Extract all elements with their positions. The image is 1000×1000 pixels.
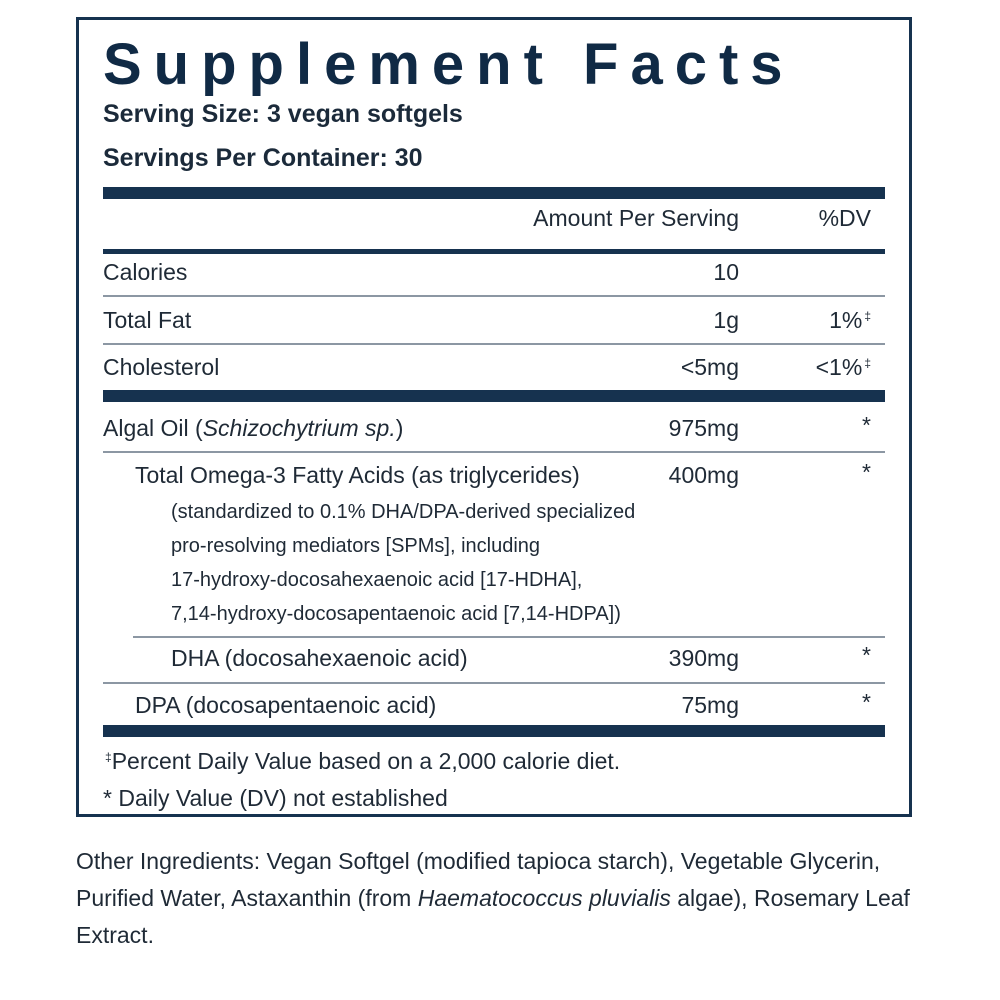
row-dpa-label: DPA (docosapentaenoic acid): [135, 692, 437, 718]
double-dagger-mark: ‡: [864, 356, 871, 370]
omega3-detail-line: 17-hydroxy-docosahexaenoic acid [17-HDHA],: [171, 569, 583, 591]
omega3-detail-line: (standardized to 0.1% DHA/DPA-derived specialized: [171, 501, 636, 523]
header-amount: Amount Per Serving: [533, 205, 739, 231]
divider: [133, 636, 885, 638]
divider: [103, 451, 885, 453]
supplement-facts-panel: [76, 17, 912, 817]
row-dha-amount: 390mg: [668, 645, 739, 671]
thick-divider-top: [103, 187, 885, 199]
row-algal-oil-amount: 975mg: [668, 415, 739, 441]
row-omega3-amount: 400mg: [668, 462, 739, 488]
row-calories-label: Calories: [103, 259, 188, 285]
row-total-fat-label: Total Fat: [103, 307, 192, 333]
row-omega3-label: Total Omega-3 Fatty Acids (as triglycerides): [135, 462, 580, 488]
row-dha-dv: *: [862, 642, 871, 668]
panel-title: Supplement Facts: [103, 32, 795, 97]
species-name: Haematococcus pluvialis: [417, 885, 671, 911]
row-dha-label: DHA (docosahexaenoic acid): [171, 645, 468, 671]
row-omega3-dv: *: [862, 459, 871, 485]
row-algal-oil-dv: *: [862, 412, 871, 438]
row-dpa-dv: *: [862, 689, 871, 715]
species-name: Schizochytrium sp.: [202, 415, 396, 441]
row-cholesterol-label: Cholesterol: [103, 354, 220, 380]
serving-size: Serving Size: 3 vegan softgels: [103, 100, 463, 128]
omega3-detail-line: 7,14-hydroxy-docosapentaenoic acid [7,14-HDPA]): [171, 603, 621, 625]
row-cholesterol-amount: <5mg: [680, 354, 739, 380]
thick-divider-middle: [103, 390, 885, 402]
footnote-percent-dv: ‡Percent Daily Value based on a 2,000 calorie diet.: [105, 748, 621, 774]
row-dpa-amount: 75mg: [681, 692, 739, 718]
row-algal-oil-label: Algal Oil (Schizochytrium sp.): [103, 415, 404, 441]
row-total-fat-amount: 1g: [713, 307, 739, 333]
divider: [103, 682, 885, 684]
row-calories-amount: 10: [713, 259, 739, 285]
divider: [103, 343, 885, 345]
footnote-dv-not-established: * Daily Value (DV) not established: [103, 785, 448, 811]
row-total-fat-dv: 1% ‡: [829, 307, 871, 333]
double-dagger-mark: ‡: [105, 750, 112, 764]
row-cholesterol-dv: <1% ‡: [815, 354, 871, 380]
divider: [103, 295, 885, 297]
header-divider: [103, 249, 885, 254]
omega3-detail-line: pro-resolving mediators [SPMs], including: [171, 535, 541, 557]
double-dagger-mark: ‡: [864, 309, 871, 323]
servings-per-container: Servings Per Container: 30: [103, 144, 423, 172]
thick-divider-bottom: [103, 725, 885, 737]
other-ingredients: Other Ingredients: Vegan Softgel (modified tapioca starch), Vegetable Glycerin, Purified Water, Astaxanthin (from Haematococcus pluvialis algae), Rosemary Leaf Extract.: [76, 848, 910, 948]
header-dv: %DV: [818, 205, 871, 231]
